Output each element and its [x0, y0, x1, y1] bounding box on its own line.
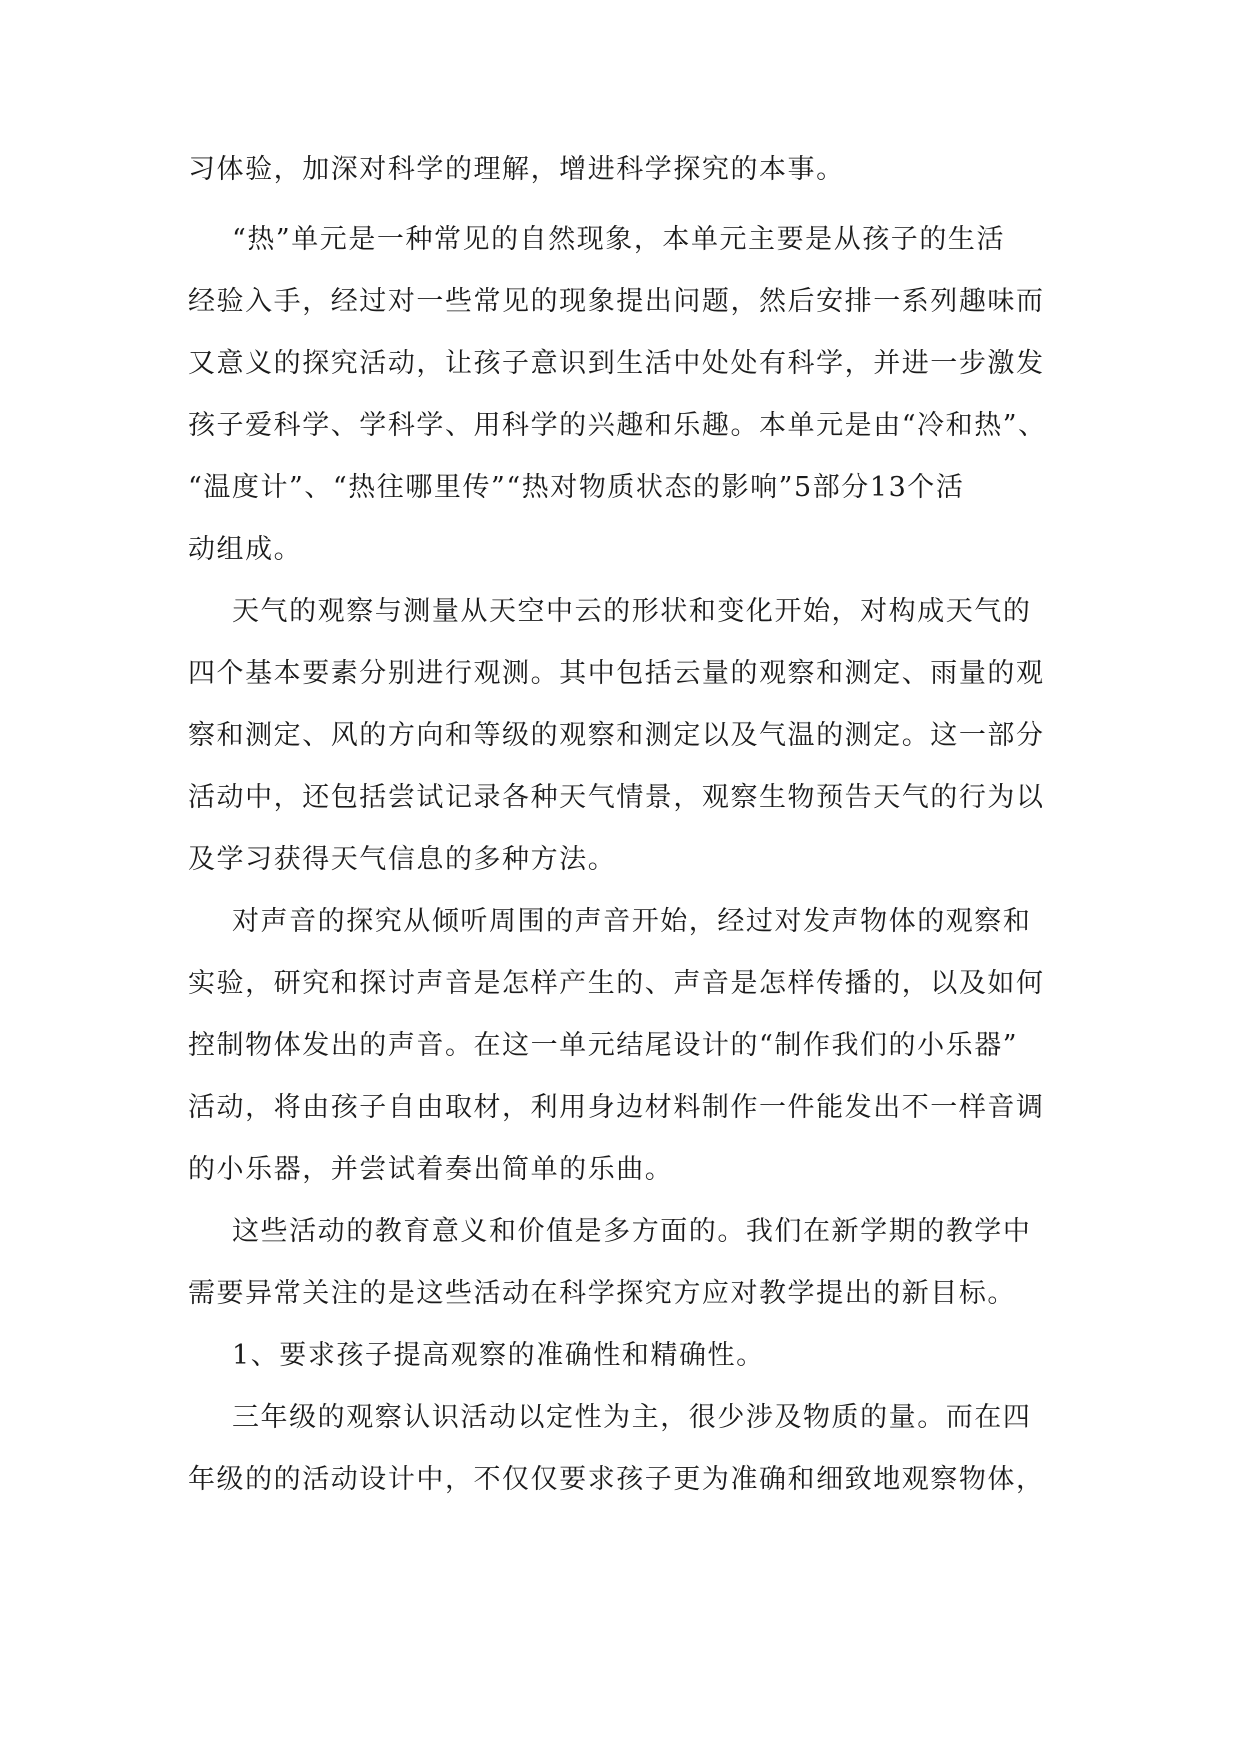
- text-line: 三年级的观察认识活动以定性为主，很少涉及物质的量。而在四: [232, 1402, 1032, 1433]
- text-line: 这些活动的教育意义和价值是多方面的。我们在新学期的教学中: [232, 1216, 1032, 1247]
- text-line: 经验入手，经过对一些常见的现象提出问题，然后安排一系列趣味而: [188, 286, 1045, 317]
- text-line: 习体验，加深对科学的理解，增进科学探究的本事。: [188, 154, 845, 185]
- text-line: 四个基本要素分别进行观测。其中包括云量的观察和测定、雨量的观: [188, 658, 1045, 689]
- text-line: 需要异常关注的是这些活动在科学探究方应对教学提出的新目标。: [188, 1278, 1016, 1309]
- text-line: 察和测定、风的方向和等级的观察和测定以及气温的测定。这一部分: [188, 720, 1045, 751]
- text-line: 年级的的活动设计中，不仅仅要求孩子更为准确和细致地观察物体，: [188, 1464, 1045, 1495]
- text-line: 活动，将由孩子自由取材，利用身边材料制作一件能发出不一样音调: [188, 1092, 1045, 1123]
- text-line: 的小乐器，并尝试着奏出简单的乐曲。: [188, 1154, 674, 1185]
- text-line: 又意义的探究活动，让孩子意识到生活中处处有科学，并进一步激发: [188, 348, 1045, 379]
- text-line: 天气的观察与测量从天空中云的形状和变化开始，对构成天气的: [232, 596, 1032, 627]
- text-line: 实验，研究和探讨声音是怎样产生的、声音是怎样传播的，以及如何: [188, 968, 1045, 999]
- text-line: 控制物体发出的声音。在这一单元结尾设计的“制作我们的小乐器”: [188, 1030, 1019, 1061]
- text-line: “温度计”、“热往哪里传”“热对物质状态的影响”5部分13个活: [188, 472, 965, 503]
- text-line: 活动中，还包括尝试记录各种天气情景，观察生物预告天气的行为以: [188, 782, 1045, 813]
- text-line: 及学习获得天气信息的多种方法。: [188, 844, 617, 875]
- text-line: 1、要求孩子提高观察的准确性和精确性。: [232, 1340, 765, 1371]
- text-line: 对声音的探究从倾听周围的声音开始，经过对发声物体的观察和: [232, 906, 1032, 937]
- text-line: 动组成。: [188, 534, 303, 565]
- text-line: 孩子爱科学、学科学、用科学的兴趣和乐趣。本单元是由“冷和热”、: [188, 410, 1047, 441]
- text-line: “热”单元是一种常见的自然现象，本单元主要是从孩子的生活: [232, 224, 1006, 255]
